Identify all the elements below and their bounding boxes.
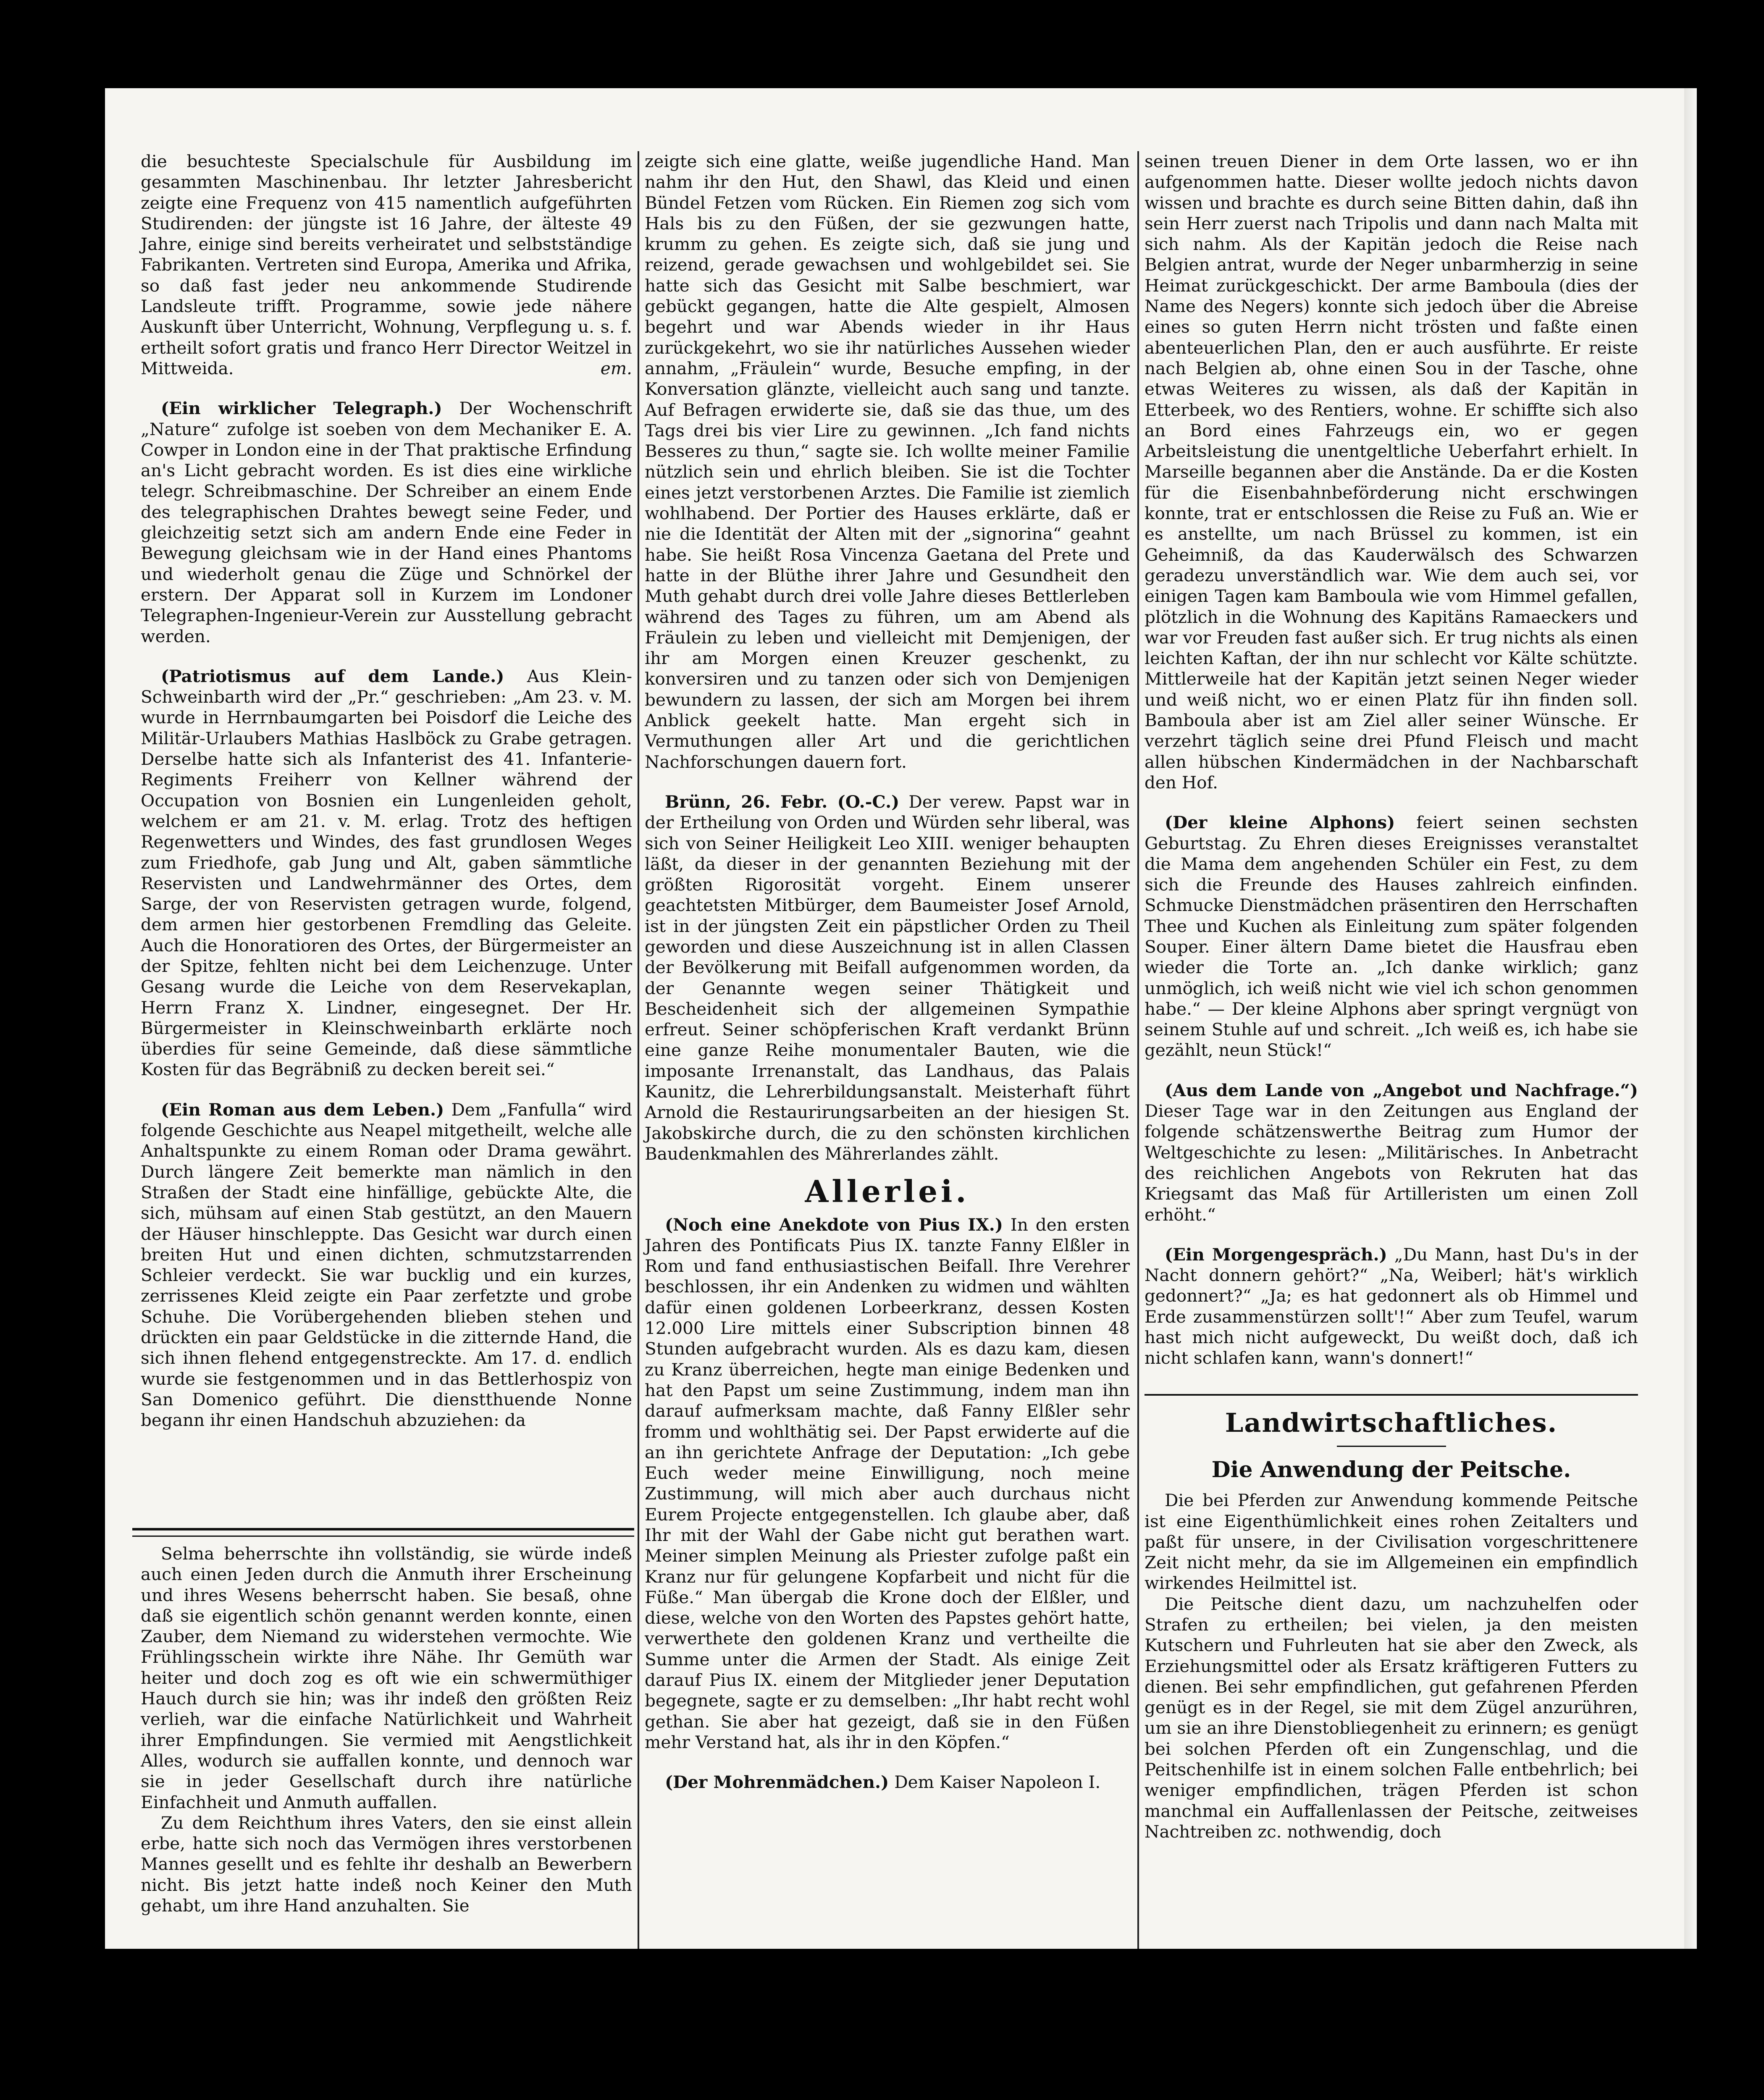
article-heading: (Noch eine Anekdote von Pius IX.)	[665, 1214, 1003, 1235]
article-mohrenmaedchen	[645, 1772, 1130, 1793]
article-telegraph	[141, 398, 632, 647]
title-underline	[1337, 1446, 1446, 1447]
column-right	[1144, 151, 1638, 1842]
feuilleton	[141, 1544, 632, 1916]
article-angebot	[1144, 1080, 1638, 1225]
column-rule	[638, 151, 639, 1949]
article-text: In den ersten Jahren des Pontificats Pius IX. tanzte Fanny Elßler in Rom und fand enthusiastischen Beifall. Ihre Verehrer beschlossen, ihr ein Andenken zu widmen und wählten dafür einen goldenen Lorbeerkranz, dessen Kosten 12.000 Lire mittels einer Subscription binnen 48 Stunden aufgebracht wurden. Als es dazu kam, diesen zu Kranz überreichen, hegte man einige Bedenken und hat den Papst um seine Zustimmung, indem man ihn darauf aufmerksam machte, daß Fanny Elßler sehr fromm und wohlthätig sei. Der Papst erwiderte auf die an ihn gerichtete Anfrage der Deputation: „Ich gebe Euch weder meine Einwilligung, noch meine Zustimmung, will mich aber auch durchaus nicht Eurem Projecte entgegenstellen. Ich glaube aber, daß Ihr mit der Wahl der Gabe nicht gut berathen wart. Meiner simplen Meinung als Priester zufolge paßt ein Kranz nur für gelungene Kopfarbeit und nicht für die Füße.“ Man übergab die Krone doch der Elßler, und diese, welche von den Worten des Papstes gehört hatte, verwerthete den goldenen Kranz und vertheilte die Summe unter die Armen der Stadt. Als einige Zeit darauf Pius IX. einem der Mitglieder jener Deputation begegnete, sagte er zu demselben: „Ihr habt recht wohl gethan. Sie aber hat gezeigt, daß sie in den Füßen mehr Verstand hat, als ihr in den Köpfen.“	[645, 1214, 1130, 1752]
section-title-landwirtschaft: Landwirtschaftliches.	[1225, 1407, 1558, 1438]
article-paragraph: Die bei Pferden zur Anwendung kommende Peitsche ist eine Eigenthümlichkeit eines rohen Zeitalters und paßt für unsere, in der Civilisation vorgeschrittenere Zeit nicht mehr, da sie im Allgemeinen ein empfindlich wirkendes Heilmittel ist.	[1144, 1490, 1638, 1593]
article-heading: (Der Mohrenmädchen.)	[665, 1772, 889, 1793]
feuilleton-divider	[132, 1528, 634, 1537]
column-left	[141, 151, 632, 1431]
paragraph-mittweida	[141, 151, 632, 379]
article-text: Aus Klein-Schweinbarth wird der „Pr.“ geschrieben: „Am 23. v. M. wurde in Herrnbaumgarten bei Poisdorf die Leiche des Militär-Urlaubers Mathias Haslböck zu Grabe getragen. Derselbe hatte sich als Infanterist des 41. Infanterie-Regiments Freiherr von Kellner während der Occupation von Bosnien ein Lungenleiden geholt, welchem er am 21. v. M. erlag. Trotz des heftigen Regenwetters und Windes, des fast grundlosen Weges zum Friedhofe, gab Jung und Alt, gaben sämmtliche Reservisten und Landwehrmänner des Ortes, dem Sarge, der von Reservisten getragen wurde, folgend, dem armen hier gestorbenen Fremdling das Geleite. Auch die Honoratioren des Ortes, der Bürgermeister an der Spitze, fehlten nicht bei dem Leichenzuge. Unter Gesang wurde die Leiche von dem Reservekaplan, Herrn Franz X. Lindner, eingesegnet. Der Hr. Bürgermeister in Kleinschweinbarth erklärte noch überdies für seine Gemeinde, daß diese sämmtliche Kosten für das Begräbniß zu decken bereit sei.“	[141, 666, 633, 1080]
page-edge	[1684, 88, 1697, 1949]
article-roman	[141, 1100, 632, 1431]
article-text: Dem Kaiser Napoleon I.	[894, 1772, 1101, 1793]
signature: em.	[600, 358, 632, 378]
article-patriotismus	[141, 666, 632, 1080]
article-text: feiert seinen sechsten Geburtstag. Zu Ehren dieses Ereignisses veranstaltet die Mama dem angehenden Schüler ein Fest, zu dem sich die Freunde des Hauses zahlreich einfinden. Schmucke Dienstmädchen präsentiren den Herrschaften Thee und Kuchen als Einleitung zum später folgenden Souper. Einer ältern Dame bietet die Hausfrau eben wieder die Torte an. „Ich danke wirklich; ganz unmöglich, ich weiß nicht wie viel ich schon genommen habe.“ — Der kleine Alphons aber springt vergnügt von seinem Stuhle auf und schreit. „Ich weiß es, ich habe sie gezählt, neun Stück!“	[1144, 812, 1638, 1060]
paragraph-text: die besuchteste Specialschule für Ausbildung im gesammten Maschinenbau. Ihr letzter Jahresbericht zeigte eine Frequenz von 415 namentlich aufgeführten Studirenden: der jüngste ist 16 Jahre, der älteste 49 Jahre, einige sind bereits verheiratet und selbstständige Fabrikanten. Vertreten sind Europa, Amerika und Afrika, so daß fast jeder neu ankommende Studirende Landsleute trifft. Programme, sowie jede nähere Auskunft über Unterricht, Wohnung, Verpflegung u. s. f. ertheilt sofort gratis und franco Herr Director Weitzel in Mittweida.	[141, 151, 632, 378]
article-heading: (Ein Roman aus dem Leben.)	[161, 1099, 444, 1120]
section-title-allerlei: Allerlei.	[805, 1173, 970, 1210]
article-title-peitsche: Die Anwendung der Peitsche.	[1211, 1457, 1571, 1483]
article-heading: (Ein wirklicher Telegraph.)	[161, 398, 442, 419]
article-text: Der verew. Papst war in der Ertheilung von Orden und Würden sehr liberal, was sich von Seiner Heiligkeit Leo XIII. weniger behaupten läßt, da dieser in der genannten Beziehung mit der größten Rigorosität vorgeht. Einem unserer geachtetsten Mitbürger, dem Baumeister Josef Arnold, ist in der jüngsten Zeit ein päpstlicher Orden zu Theil geworden und diese Auszeichnung ist in allen Classen der Bevölkerung mit Beifall aufgenommen worden, da der Genannte wegen seiner Thätigkeit und Bescheidenheit sich der allgemeinen Sympathie erfreut. Seiner schöpferischen Kraft verdankt Brünn eine ganze Reihe monumentaler Bauten, wie die imposante Irrenanstalt, das Landhaus, das Palais Kaunitz, die Lehrerbildungsanstalt. Meisterhaft führt Arnold die Restaurirungsarbeiten an der hiesigen St. Jakobskirche durch, die zu den schönsten kirchlichen Baudenkmahlen des Mährerlandes zählt.	[645, 791, 1130, 1164]
article-pius	[645, 1215, 1130, 1753]
article-text: Der Wochenschrift „Nature“ zufolge ist soeben von dem Mechaniker E. A. Cowper in London eine in der That praktische Erfindung an's Licht gebracht worden. Es ist dies eine wirkliche telegr. Schreibmaschine. Der Schreiber an einem Ende des telegraphischen Drahtes bewegt seine Feder, und gleichzeitig setzt sich am andern Ende eine Feder in Bewegung gleichsam wie in der Hand eines Phantoms und wiederholt genau die Züge und Schnörkel der erstern. Der Apparat soll in Kurzem im Londoner Telegraphen-Ingenieur-Verein zur Ausstellung gebracht werden.	[141, 398, 633, 646]
article-text: Dieser Tage war in den Zeitungen aus England der folgende schätzenswerthe Beitrag zum Humor der Weltgeschichte zu lesen: „Militärisches. In Anbetracht des reichlichen Angebots von Rekruten hat das Kriegsamt das Maß für Artilleristen um einen Zoll erhöht.“	[1144, 1101, 1638, 1225]
article-heading: (Der kleine Alphons)	[1165, 812, 1395, 833]
article-alphons	[1144, 812, 1638, 1061]
article-continued: zeigte sich eine glatte, weiße jugendliche Hand. Man nahm ihr den Hut, den Shawl, das Kleid und einen Bündel Fetzen vom Rücken. Ein Riemen zog sich vom Hals bis zu den Füßen, der sie gezwungen hatte, krumm zu gehen. Es zeigte sich, daß sie jung und reizend, gerade gewachsen und wohlgebildet sei. Sie hatte sich das Gesicht mit Salbe beschmiert, war gebückt gegangen, hatte die Alte gespielt, Almosen begehrt und war Abends wieder in ihr Haus zurückgekehrt, wo sie ihr natürliches Aussehen wieder annahm, „Fräulein“ wurde, Besuche empfing, in der Konversation glänzte, vielleicht auch sang und tanzte. Auf Befragen erwiderte sie, daß sie das thue, um des Tags drei bis vier Lire zu gewinnen. „Ich fand nichts Besseres zu thun,“ sagte sie. Ich wollte meiner Familie nützlich sein und ehrlich bleiben. Sie ist die Tochter eines jetzt verstorbenen Arztes. Die Familie ist ziemlich wohlhabend. Der Portier des Hauses erklärte, daß er nie die Identität der Alten mit der „signorina“ geahnt habe. Sie heißt Rosa Vincenza Gaetana del Prete und hatte in der Blüthe ihrer Jahre und Gesundheit den Muth gehabt durch drei volle Jahre dieses Bettlerleben während des Tages zu führen, um am Abend als Fräulein zu leben und vielleicht mit Demjenigen, der ihr am Morgen einen Kreuzer geschenkt, zu konversiren und zu tanzen oder sich von Demjenigen bewundern zu lassen, der sich am Morgen bei ihrem Anblick geekelt hatte. Man ergeht sich in Vermuthungen aller Art und die gerichtlichen Nachforschungen dauern fort.	[645, 151, 1130, 772]
article-heading: Brünn, 26. Febr. (O.-C.)	[665, 791, 900, 812]
article-heading: (Ein Morgengespräch.)	[1165, 1244, 1387, 1265]
feuilleton-paragraph: Selma beherrschte ihn vollständig, sie würde indeß auch einen Jeden durch die Anmuth ihrer Erscheinung und ihres Wesens beherrscht haben. Sie besaß, ohne daß sie eigentlich schön genannt werden konnte, einen Zauber, dem Niemand zu widerstehen vermochte. Wie Frühlingsschein wirkte ihre Nähe. Ihr Gemüth war heiter und doch zog es oft wie ein schwermüthiger Hauch durch sie hin; was ihr indeß den größten Reiz verlieh, war die einfache Natürlichkeit und Wahrheit ihrer Empfindungen. Sie vermied mit Aengstlichkeit Alles, wodurch sie auffallen konnte, und dennoch war sie in jeder Gesellschaft durch ihre natürliche Einfachheit und Anmuth auffallen.	[141, 1544, 632, 1812]
article-text: Dem „Fanfulla“ wird folgende Geschichte aus Neapel mitgetheilt, welche alle Anhaltspunkte zu einem Roman oder Drama gewährt. Durch längere Zeit bemerkte man nämlich in den Straßen der Stadt eine hinfällige, gebückte Alte, die sich, mühsam auf einen Stab gestützt, an den Mauern der Häuser hinschleppte. Das Gesicht war durch einen breiten Hut und einen dichten, schmutzstarrenden Schleier verdeckt. Sie war bucklig und ein kurzes, zerrissenes Kleid zeigte ein Paar zerfetzte und grobe Schuhe. Die Vorübergehenden blieben stehen und drückten ein paar Geldstücke in die zitternde Hand, die sich ihnen flehend entgegenstreckte. Am 17. d. endlich wurde sie festgenommen und in das Bettlerhospiz von San Domenico geführt. Die dienstthuende Nonne begann ihr einen Handschuh abzuziehen: da	[141, 1099, 632, 1431]
article-continued: seinen treuen Diener in dem Orte lassen, wo er ihn aufgenommen hatte. Dieser wollte jedoch nichts davon wissen und brachte es durch seine Bitten dahin, daß ihn sein Herr zuerst nach Tripolis und dann nach Malta mit sich nahm. Als der Kapitän jedoch die Reise nach Belgien antrat, wurde der Neger unbarmherzig in seine Heimat zurückgeschickt. Der arme Bamboula (dies der Name des Negers) konnte sich jedoch über die Abreise eines so guten Herrn nicht trösten und faßte einen abenteuerlichen Plan, den er auch ausführte. Er reiste nach Belgien ab, ohne einen Sou in der Tasche, ohne etwas Weiteres zu wissen, als daß der Kapitän in Etterbeek, wo des Rentiers, wohne. Er schiffte sich also an Bord eines Fahrzeugs ein, wo er gegen Arbeitsleistung die unentgeltliche Ueberfahrt erhielt. In Marseille begannen aber die Anstände. Da er die Kosten für die Eisenbahnbeförderung nicht erschwingen konnte, trat er entschlossen die Reise zu Fuß an. Wie er es anstellte, um nach Brüssel zu kommen, ist ein Geheimniß, da das Kauderwälsch des Schwarzen geradezu unverständlich war. Wie dem auch sei, vor einigen Tagen kam Bamboula wie vom Himmel gefallen, plötzlich in die Wohnung des Kapitäns Ramaeckers und war vor Freuden fast außer sich. Er trug nichts als einen leichten Kaftan, der ihn nur schlecht vor Kälte schützte. Mittlerweile hat der Kapitän jetzt seinen Neger wieder und weiß nicht, wo er einen Platz für ihn finden soll. Bamboula aber ist am Ziel aller seiner Wünsche. Er verzehrt täglich seine drei Pfund Fleisch und macht allen hübschen Kindermädchen in der Nachbarschaft den Hof.	[1144, 151, 1638, 793]
article-morgengespraech	[1144, 1244, 1638, 1369]
article-heading: (Aus dem Lande von „Angebot und Nachfrage.“)	[1165, 1080, 1638, 1100]
column-rule	[1137, 151, 1139, 1949]
section-divider	[1144, 1394, 1638, 1396]
column-middle	[645, 151, 1130, 1793]
feuilleton-paragraph: Zu dem Reichthum ihres Vaters, den sie einst allein erbe, hatte sich noch das Vermögen ihres verstorbenen Mannes gesellt und es fehlte ihr deshalb an Bewerbern nicht. Bis jetzt hatte indeß noch Keiner den Muth gehabt, um ihre Hand anzuhalten. Sie	[141, 1812, 632, 1916]
newspaper-page	[105, 88, 1697, 1949]
article-paragraph: Die Peitsche dient dazu, um nachzuhelfen oder Strafen zu ertheilen; bei vielen, ja den meisten Kutschern und Fuhrleuten hat sie aber den Zweck, als Erziehungsmittel oder als Ersatz kräftigeren Futters zu dienen. Bei sehr empfindlichen, gut gefahrenen Pferden genügt es in der Regel, sie mit dem Zügel anzurühren, um sie an ihre Dienstobliegenheit zu erinnern; es genügt bei solchen Pferden oft ein Zungenschlag, und die Peitschenhilfe ist in einem solchen Falle entbehrlich; bei weniger empfindlichen, trägen Pferden ist schon manchmal ein Auffallenlassen der Peitsche, zeitweises Nachtreiben zc. nothwendig, doch	[1144, 1593, 1638, 1842]
article-bruenn	[645, 792, 1130, 1164]
article-text: „Du Mann, hast Du's in der Nacht donnern gehört?“ „Na, Weiberl; hät's wirklich gedonnert?“ „Ja; es hat gedonnert als ob Himmel und Erde zusammenstürzen sollt'!“ Aber zum Teufel, warum hast mich nicht aufgeweckt, Du weißt doch, daß ich nicht schlafen kann, wann's donnert!“	[1144, 1244, 1638, 1368]
article-heading: (Patriotismus auf dem Lande.)	[161, 666, 504, 686]
